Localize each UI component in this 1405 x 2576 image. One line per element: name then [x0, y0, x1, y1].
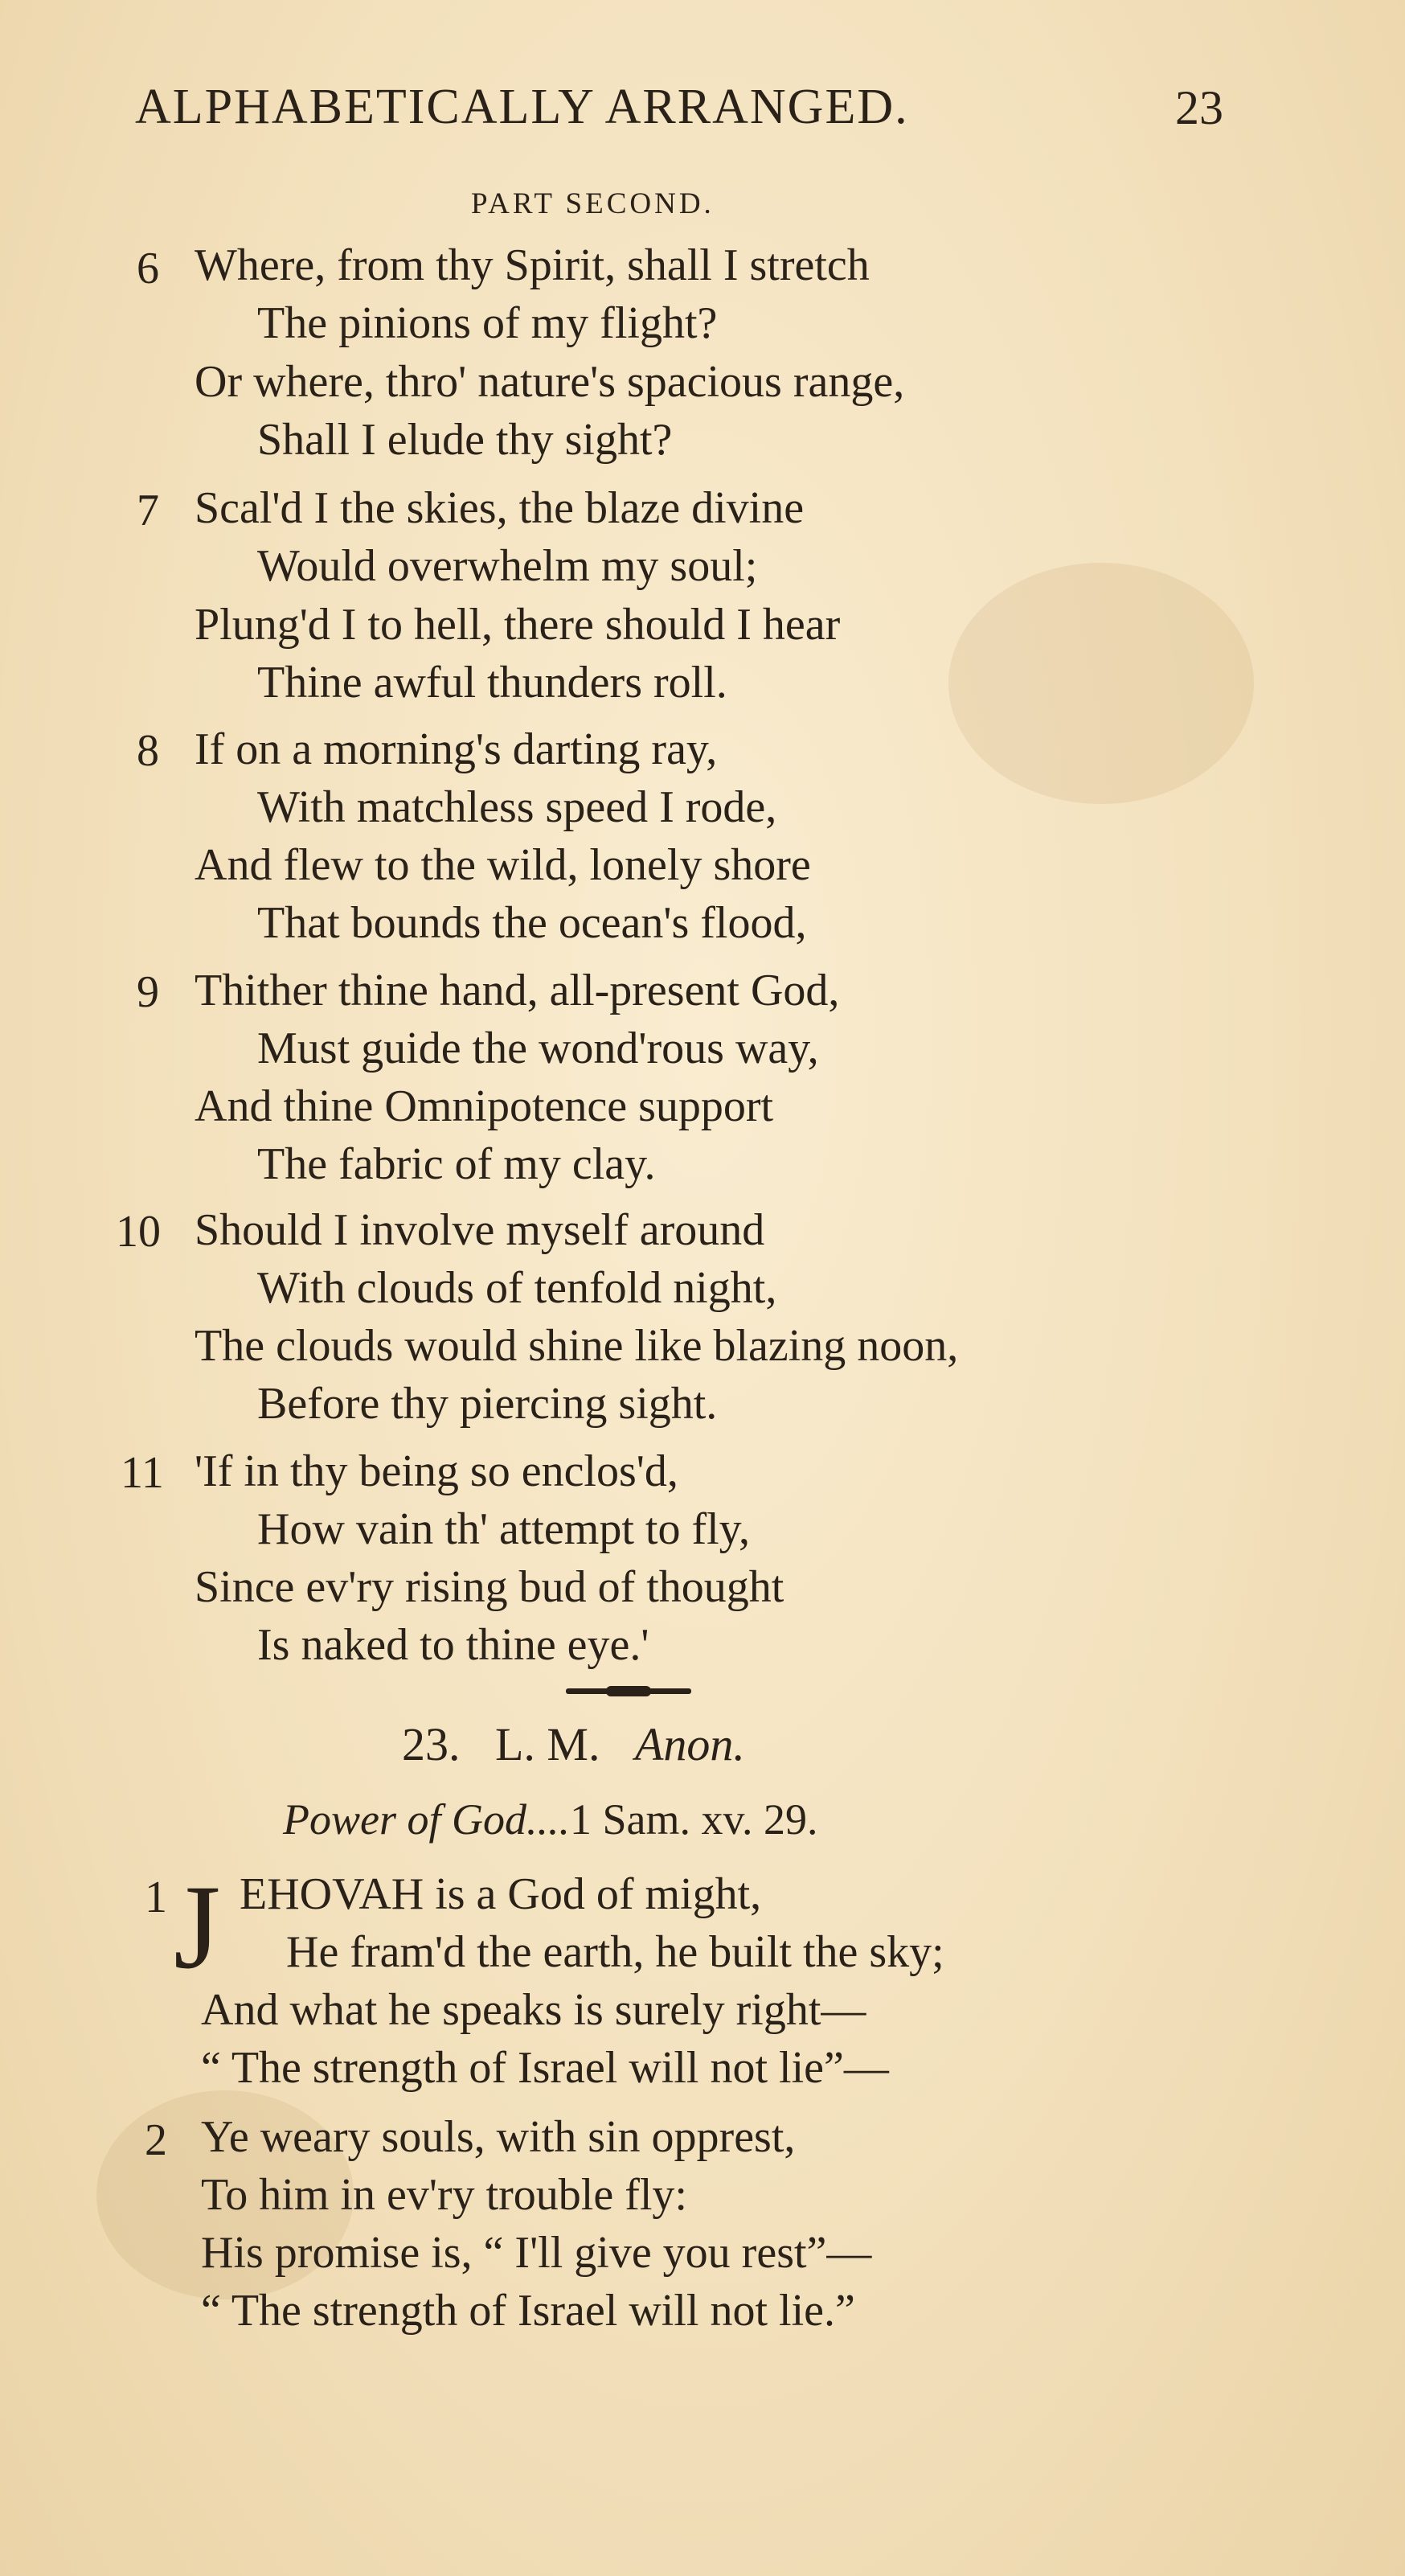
verse-line: The fabric of my clay.	[257, 1139, 656, 1189]
hymn-heading	[402, 1717, 745, 1771]
verse-number: 8	[137, 726, 159, 776]
verse-line: Thine awful thunders roll.	[257, 658, 727, 708]
verse-line: He fram'd the earth, he built the sky;	[286, 1927, 944, 1977]
verse-line: Since ev'ry rising bud of thought	[195, 1562, 784, 1612]
verse-line: “ The strength of Israel will not lie”—	[201, 2043, 889, 2093]
verse-line: Where, from thy Spirit, shall I stretch	[195, 240, 870, 290]
verse-line: Scal'd I the skies, the blaze divine	[195, 483, 805, 533]
verse-line: 'If in thy being so enclos'd,	[195, 1446, 678, 1496]
paper-stain	[948, 563, 1254, 804]
verse-line: EHOVAH is a God of might,	[240, 1869, 762, 1919]
verse-line: “ The strength of Israel will not lie.”	[201, 2286, 855, 2336]
hymn-number: 23.	[402, 1718, 461, 1770]
verse-line: Thither thine hand, all-present God,	[195, 966, 840, 1015]
verse-line: If on a morning's darting ray,	[195, 724, 718, 774]
ornamental-divider	[566, 1688, 691, 1694]
scripture-reference: 1 Sam. xv. 29.	[570, 1795, 818, 1844]
verse-number: 1	[145, 1873, 167, 1922]
verse-number: 6	[137, 244, 159, 293]
verse-line: Would overwhelm my soul;	[257, 541, 758, 591]
running-head-title: ALPHABETICALLY ARRANGED.	[135, 80, 909, 134]
verse-line: Should I involve myself around	[195, 1205, 765, 1255]
verse-number: 10	[116, 1207, 161, 1257]
hymn-author: Anon.	[635, 1718, 745, 1770]
page-number: 23	[1175, 81, 1223, 134]
hymn-meter: L. M.	[495, 1718, 600, 1770]
hymn-subject-line	[283, 1795, 818, 1844]
verse-line: To him in ev'ry trouble fly:	[201, 2170, 687, 2220]
verse-line: Ye weary souls, with sin opprest,	[201, 2112, 796, 2162]
verse-number: 7	[137, 486, 159, 535]
part-heading: PART SECOND.	[471, 187, 715, 220]
verse-number: 2	[145, 2115, 167, 2165]
verse-line: The clouds would shine like blazing noon,	[195, 1321, 959, 1371]
verse-line: And flew to the wild, lonely shore	[195, 840, 811, 890]
verse-line: His promise is, “ I'll give you rest”—	[201, 2228, 872, 2278]
verse-line: Must guide the wond'rous way,	[257, 1023, 819, 1073]
verse-line: The pinions of my flight?	[257, 298, 718, 348]
verse-line: With matchless speed I rode,	[257, 782, 777, 832]
verse-line: With clouds of tenfold night,	[257, 1263, 777, 1313]
verse-line: Is naked to thine eye.'	[257, 1620, 649, 1670]
verse-line: Shall I elude thy sight?	[257, 415, 673, 465]
verse-number: 9	[137, 967, 159, 1017]
verse-line: And thine Omnipotence support	[195, 1081, 774, 1131]
verse-line: And what he speaks is surely right—	[201, 1985, 866, 2035]
verse-number: 11	[121, 1448, 164, 1498]
verse-line: Before thy piercing sight.	[257, 1379, 718, 1429]
verse-line: Plung'd I to hell, there should I hear	[195, 600, 841, 650]
verse-line: That bounds the ocean's flood,	[257, 898, 807, 948]
drop-cap: J	[174, 1860, 221, 1994]
verse-line: How vain th' attempt to fly,	[257, 1504, 751, 1554]
hymn-subject: Power of God....	[283, 1795, 570, 1844]
verse-line: Or where, thro' nature's spacious range,	[195, 357, 905, 407]
